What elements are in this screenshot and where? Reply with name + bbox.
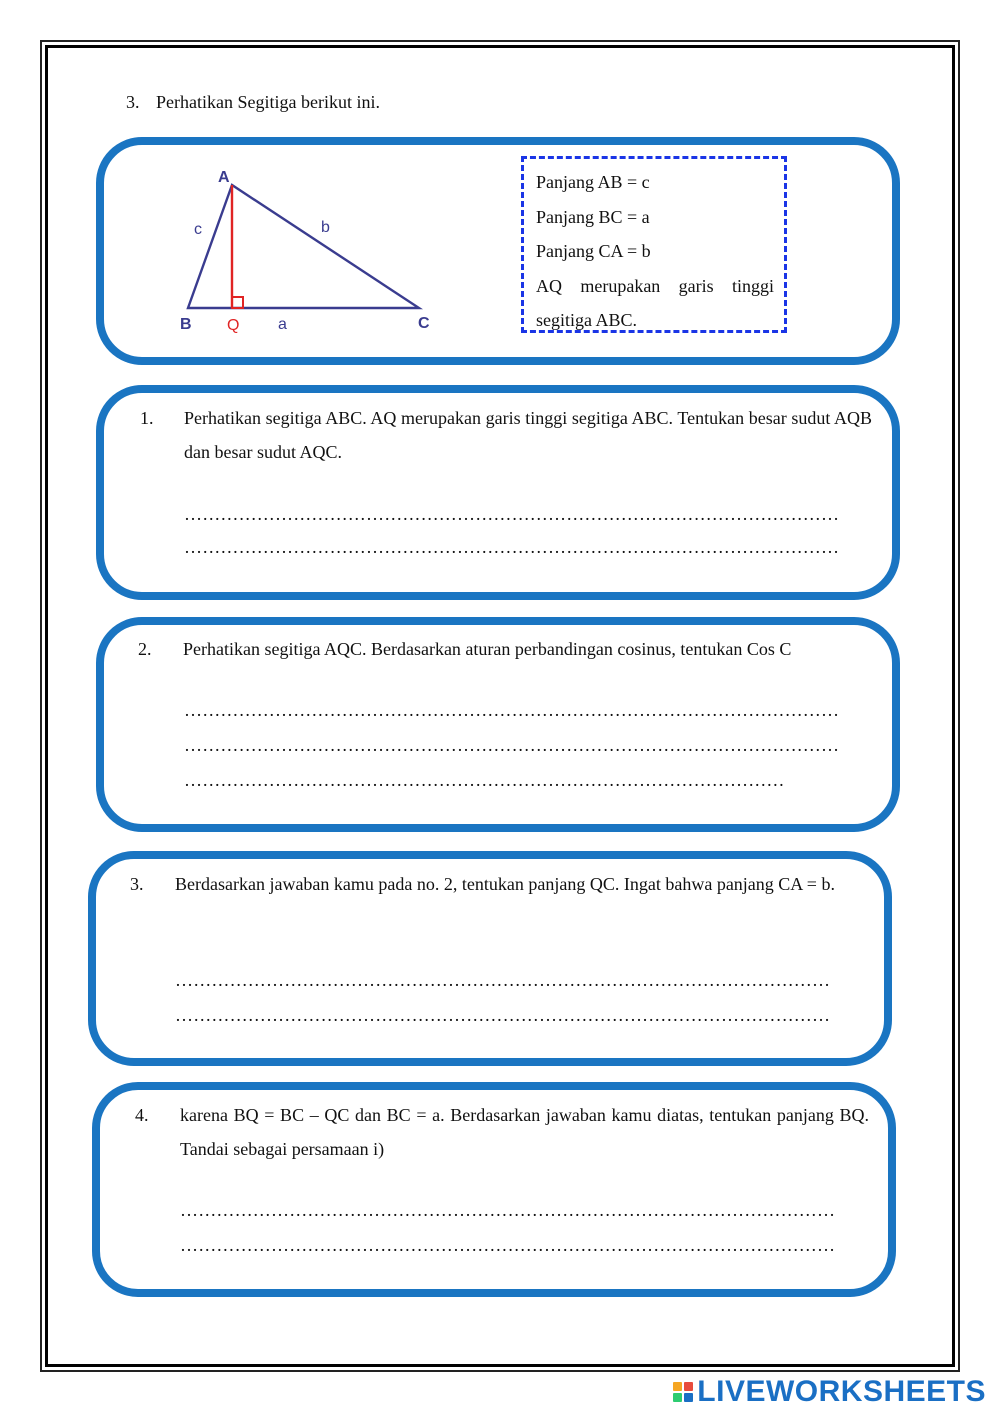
label-foot-q: Q <box>227 317 240 334</box>
answer-line-3b[interactable]: ……………………………………………………………………………………………… <box>175 1005 831 1025</box>
question-3-number: 3. <box>130 874 144 894</box>
info-line-altitude: AQ merupakan garis tinggi <box>536 275 774 296</box>
question-3 <box>130 867 865 937</box>
answer-line-2b[interactable]: ……………………………………………………………………………………………… <box>184 735 840 755</box>
question-2-number: 2. <box>138 639 152 659</box>
question-2-text: Perhatikan segitiga AQC. Berdasarkan aturan perbandingan cosinus, tentukan Cos C <box>183 639 792 659</box>
answer-line-2a[interactable]: ……………………………………………………………………………………………… <box>184 700 840 720</box>
definitions-box <box>521 156 787 333</box>
triangle-diagram <box>178 162 438 342</box>
logo-squares-icon <box>673 1382 693 1402</box>
info-line-ab: Panjang AB = c <box>536 172 650 192</box>
answer-line-4b[interactable]: ……………………………………………………………………………………………… <box>180 1235 836 1255</box>
question-4-text: karena BQ = BC – QC dan BC = a. Berdasarkan jawaban kamu diatas, tentukan panjang BQ. Tandai sebagai persamaan i) <box>180 1105 869 1159</box>
label-side-b: b <box>321 219 330 236</box>
answer-line-3a[interactable]: ……………………………………………………………………………………………… <box>175 970 831 990</box>
logo-wordmark: LIVEWORKSHEETS <box>697 1375 986 1408</box>
answer-line-1a[interactable]: ……………………………………………………………………………………………… <box>184 504 840 524</box>
right-angle-mark <box>232 297 243 308</box>
question-4 <box>135 1098 869 1168</box>
question-4-number: 4. <box>135 1105 149 1125</box>
intro-text: Perhatikan Segitiga berikut ini. <box>156 92 380 112</box>
answer-line-4a[interactable]: ……………………………………………………………………………………………… <box>180 1200 836 1220</box>
label-vertex-c: C <box>418 315 430 332</box>
label-side-c: c <box>194 221 202 238</box>
question-2 <box>138 632 872 668</box>
info-line-altitude-cont: segitiga ABC. <box>536 310 638 330</box>
question-3-text: Berdasarkan jawaban kamu pada no. 2, tentukan panjang QC. Ingat bahwa panjang CA = b. <box>175 874 835 894</box>
label-side-a: a <box>278 316 287 333</box>
answer-line-2c[interactable]: ……………………………………………………………………………………… <box>184 770 785 790</box>
triangle-figure <box>178 162 438 342</box>
liveworksheets-logo[interactable] <box>673 1374 986 1410</box>
answer-line-1b[interactable]: ……………………………………………………………………………………………… <box>184 537 840 557</box>
info-line-ca: Panjang CA = b <box>536 241 651 261</box>
label-vertex-a: A <box>218 169 230 186</box>
intro-heading <box>126 92 380 113</box>
triangle-abc <box>188 185 419 308</box>
question-1-number: 1. <box>140 408 154 428</box>
question-1 <box>140 401 872 471</box>
info-line-bc: Panjang BC = a <box>536 206 650 227</box>
question-1-text: Perhatikan segitiga ABC. AQ merupakan garis tinggi segitiga ABC. Tentukan besar sudut AQB dan besar sudut AQC. <box>184 408 872 462</box>
intro-number: 3. <box>126 92 140 112</box>
label-vertex-b: B <box>180 316 192 333</box>
